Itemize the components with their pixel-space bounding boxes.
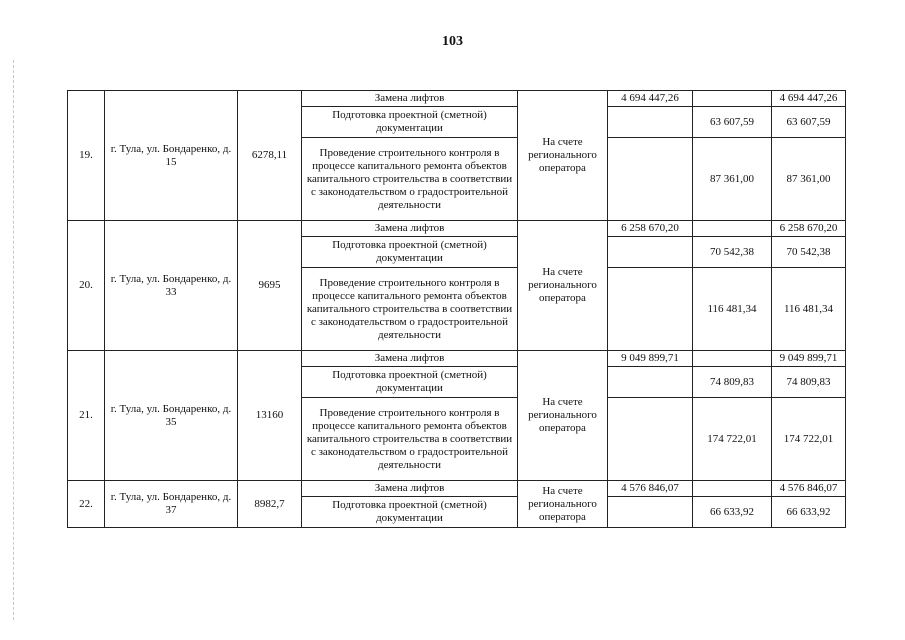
page-number: 103 — [442, 34, 463, 49]
table-row — [68, 221, 846, 237]
margin-scan-line — [13, 60, 14, 620]
house-address: г. Тула, ул. Бондаренко, д. 35 — [105, 351, 238, 481]
work-type: Замена лифтов — [302, 91, 518, 107]
cost-total: 66 633,92 — [772, 497, 846, 528]
cost-b — [693, 91, 772, 107]
work-type: Замена лифтов — [302, 221, 518, 237]
cost-b: 174 722,01 — [693, 398, 772, 481]
cost-total: 63 607,59 — [772, 107, 846, 138]
cost-a — [608, 107, 693, 138]
cost-a: 4 576 846,07 — [608, 481, 693, 497]
work-type: Замена лифтов — [302, 481, 518, 497]
cost-total: 4 576 846,07 — [772, 481, 846, 497]
cost-b — [693, 481, 772, 497]
cost-b: 74 809,83 — [693, 367, 772, 398]
house-area: 6278,11 — [238, 91, 302, 221]
work-type: Подготовка проектной (сметной) документации — [302, 367, 518, 398]
cost-total: 4 694 447,26 — [772, 91, 846, 107]
cost-total: 6 258 670,20 — [772, 221, 846, 237]
cost-total: 9 049 899,71 — [772, 351, 846, 367]
house-area: 9695 — [238, 221, 302, 351]
work-type: Замена лифтов — [302, 351, 518, 367]
table-row — [68, 481, 846, 497]
work-type: Проведение строительного контроля в процессе капитального ремонта объектов капитального строительства в соответствии с законодательством о градостроительной деятельности — [302, 268, 518, 351]
funding-source: На счете регионального оператора — [518, 481, 608, 528]
funding-source: На счете регионального оператора — [518, 91, 608, 221]
funding-source: На счете регионального оператора — [518, 221, 608, 351]
table-row — [68, 351, 846, 367]
funding-source: На счете регионального оператора — [518, 351, 608, 481]
house-area: 8982,7 — [238, 481, 302, 528]
cost-a: 9 049 899,71 — [608, 351, 693, 367]
house-address: г. Тула, ул. Бондаренко, д. 37 — [105, 481, 238, 528]
work-type: Проведение строительного контроля в процессе капитального ремонта объектов капитального строительства в соответствии с законодательством о градостроительной деятельности — [302, 398, 518, 481]
row-index: 21. — [68, 351, 105, 481]
cost-a — [608, 268, 693, 351]
cost-a: 4 694 447,26 — [608, 91, 693, 107]
cost-total: 70 542,38 — [772, 237, 846, 268]
cost-a — [608, 367, 693, 398]
cost-a — [608, 138, 693, 221]
cost-b: 87 361,00 — [693, 138, 772, 221]
table-row — [68, 91, 846, 107]
work-type: Подготовка проектной (сметной) документации — [302, 107, 518, 138]
work-type: Подготовка проектной (сметной) документации — [302, 237, 518, 268]
cost-a — [608, 497, 693, 528]
cost-total: 116 481,34 — [772, 268, 846, 351]
cost-total: 74 809,83 — [772, 367, 846, 398]
cost-total: 87 361,00 — [772, 138, 846, 221]
house-address: г. Тула, ул. Бондаренко, д. 33 — [105, 221, 238, 351]
cost-total: 174 722,01 — [772, 398, 846, 481]
house-address: г. Тула, ул. Бондаренко, д. 15 — [105, 91, 238, 221]
row-index: 19. — [68, 91, 105, 221]
cost-b: 70 542,38 — [693, 237, 772, 268]
cost-b: 63 607,59 — [693, 107, 772, 138]
cost-b — [693, 351, 772, 367]
row-index: 20. — [68, 221, 105, 351]
cost-b: 116 481,34 — [693, 268, 772, 351]
work-type: Подготовка проектной (сметной) документации — [302, 497, 518, 528]
house-area: 13160 — [238, 351, 302, 481]
work-type: Проведение строительного контроля в процессе капитального ремонта объектов капитального строительства в соответствии с законодательством о градостроительной деятельности — [302, 138, 518, 221]
cost-a: 6 258 670,20 — [608, 221, 693, 237]
cost-a — [608, 237, 693, 268]
cost-a — [608, 398, 693, 481]
row-index: 22. — [68, 481, 105, 528]
cost-b: 66 633,92 — [693, 497, 772, 528]
cost-b — [693, 221, 772, 237]
repair-program-table — [67, 90, 846, 528]
